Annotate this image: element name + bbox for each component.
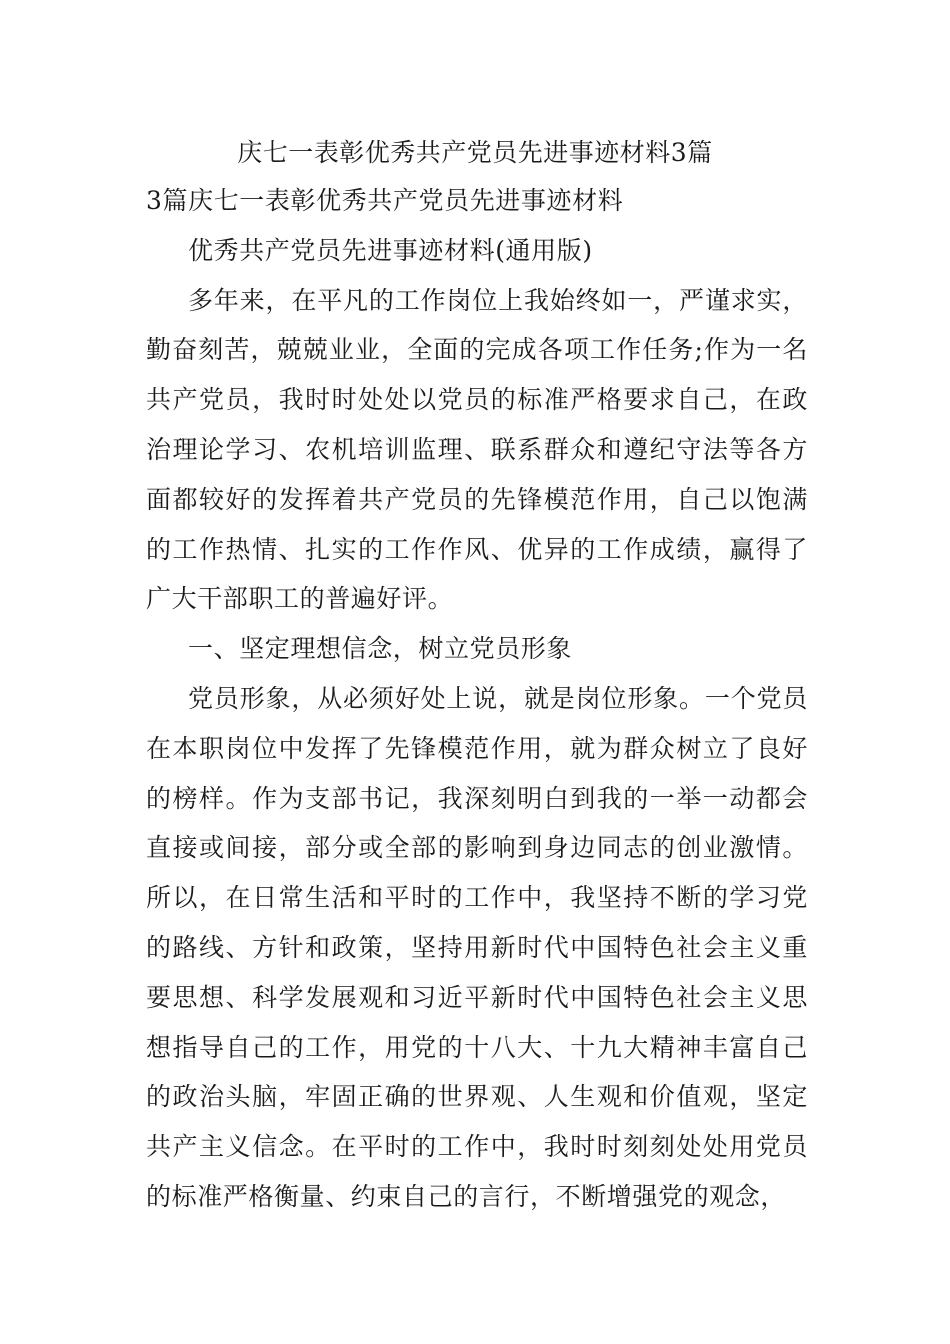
document-title: 庆七一表彰优秀共产党员先进事迹材料3篇 (237, 138, 713, 167)
document-body (146, 176, 808, 1222)
document-subtitle: 3篇庆七一表彰优秀共产党员先进事迹材料 (146, 186, 624, 215)
paragraph-heading-1: 一、坚定理想信念，树立党员形象 (188, 634, 573, 664)
paragraph-body-1: 党员形象，从必须好处上说，就是岗位形象。一个党员在本职岗位中发挥了先锋模范作用，就为群众树立了良好的榜样。作为支部书记，我深刻明白到我的一举一动都会直接或间接，部分或全部的影响到身边同志的创业激情。所以，在日常生活和平时的工作中，我坚持不断的学习党的路线、方针和政策，坚持用新时代中国特色社会主义重要思想、科学发展观和习近平新时代中国特色社会主义思想指导自己的工作，用党的十八大、十九大精神丰富自己的政治头脑，牢固正确的世界观、人生观和价值观，坚定共产主义信念。在平时的工作中，我时时刻刻处处用党员的标准严格衡量、约束自己的言行，不断增强党的观念， (146, 683, 808, 1211)
section-title: 优秀共产党员先进事迹材料(通用版) (188, 235, 593, 265)
paragraph-intro: 多年来，在平凡的工作岗位上我始终如一，严谨求实，勤奋刻苦，兢兢业业，全面的完成各项工作任务;作为一名共产党员，我时时处处以党员的标准严格要求自己，在政治理论学习、农机培训监理、联系群众和遵纪守法等各方面都较好的发挥着共产党员的先锋模范作用，自己以饱满的工作热情、扎实的工作作风、优异的工作成绩，赢得了广大干部职工的普遍好评。 (146, 285, 808, 614)
